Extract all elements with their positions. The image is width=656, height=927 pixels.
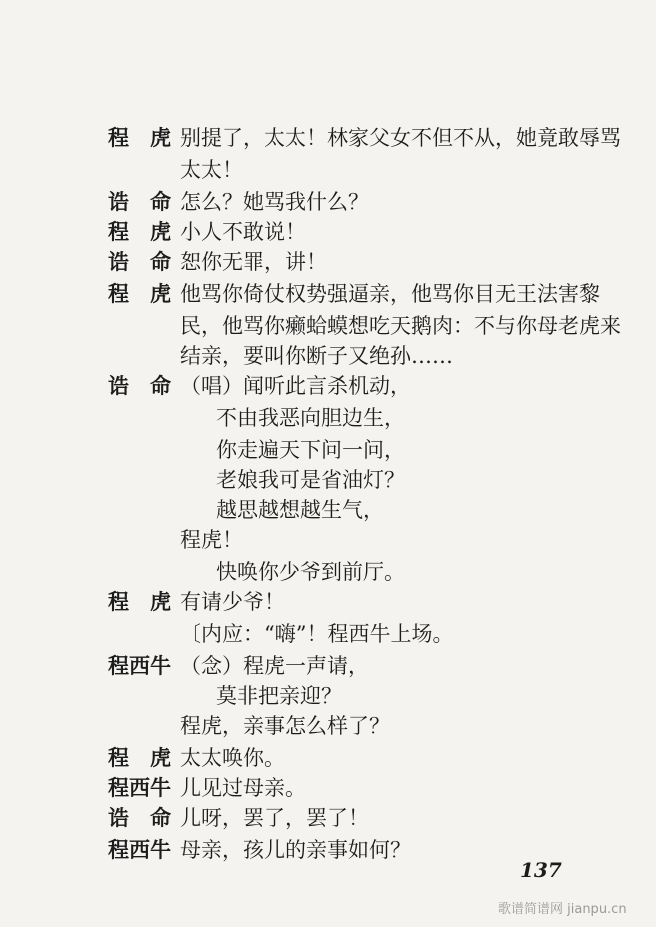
- speaker-label: 诰 命: [108, 189, 171, 214]
- page-number: 137: [520, 858, 562, 882]
- speaker-label: 程西牛: [108, 837, 171, 862]
- dialogue-line: （唱）闻听此言杀机动，: [180, 374, 411, 398]
- dialogue-line: 儿呀，罢了，罢了！: [180, 806, 369, 830]
- verse-line: 越思越想越生气，: [216, 498, 384, 522]
- verse-line: 你走遍天下问一问，: [216, 438, 405, 462]
- dialogue-line: 程虎！: [180, 528, 243, 552]
- speaker-label: 程西牛: [108, 653, 171, 678]
- speaker-label: 诰 命: [108, 805, 171, 830]
- speaker-label: 诰 命: [108, 249, 171, 274]
- stage-direction: 〔内应：“嗨”！程西牛上场。: [180, 622, 454, 646]
- verse-line: 老娘我可是省油灯？: [216, 468, 405, 492]
- dialogue-line: 他骂你倚仗权势强逼亲，他骂你目无王法害黎: [180, 282, 600, 306]
- verse-line: 莫非把亲迎？: [216, 684, 342, 708]
- dialogue-line: 恕你无罪，讲！: [180, 250, 327, 274]
- speaker-label: 程 虎: [108, 125, 171, 150]
- dialogue-line: 有请少爷！: [180, 590, 285, 614]
- dialogue-line: 小人不敢说！: [180, 220, 306, 244]
- speaker-label: 程 虎: [108, 219, 171, 244]
- dialogue-line: 别提了，太太！林家父女不但不从，她竟敢辱骂: [180, 126, 621, 150]
- verse-line: 快唤你少爷到前厅。: [216, 560, 405, 584]
- dialogue-line: 太太！: [180, 158, 243, 182]
- speaker-label: 程 虎: [108, 745, 171, 770]
- speaker-label: 程西牛: [108, 775, 171, 800]
- dialogue-line: 太太唤你。: [180, 746, 285, 770]
- speaker-label: 程 虎: [108, 281, 171, 306]
- speaker-label: 程 虎: [108, 589, 171, 614]
- dialogue-line: 民，他骂你癞蛤蟆想吃天鹅肉：不与你母老虎来: [180, 314, 621, 338]
- dialogue-line: 怎么？她骂我什么？: [180, 190, 369, 214]
- watermark: 歌谱简谱网 jianpu.cn: [498, 902, 627, 917]
- speaker-label: 诰 命: [108, 373, 171, 398]
- dialogue-line: 母亲，孩儿的亲事如何？: [180, 838, 411, 862]
- dialogue-line: （念）程虎一声请，: [180, 654, 369, 678]
- verse-line: 不由我恶向胆边生，: [216, 406, 405, 430]
- dialogue-line: 结亲，要叫你断子又绝孙……: [180, 344, 453, 368]
- dialogue-line: 程虎，亲事怎么样了？: [180, 714, 390, 738]
- dialogue-line: 儿见过母亲。: [180, 776, 306, 800]
